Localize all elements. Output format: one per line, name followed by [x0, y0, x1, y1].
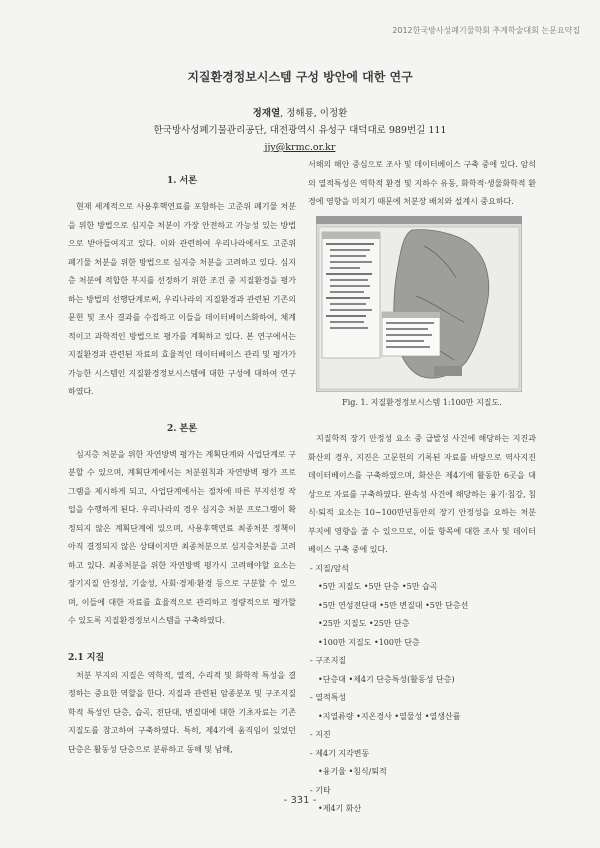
co-authors: , 정해룡, 이정환 — [280, 108, 348, 119]
left-column — [68, 172, 296, 759]
list-subitem: •지열류량 •지온경사 •열물성 •열생산률 — [318, 711, 461, 721]
affiliation: 한국방사성폐기물관리공단, 대전광역시 유성구 대덕대로 989번길 111 — [153, 125, 447, 136]
running-head: 2012한국방사성폐기물학회 추계학술대회 논문요약집 — [392, 26, 580, 35]
figure-caption: Fig. 1. 지질환경정보시스템 1:100만 지질도. — [342, 397, 502, 407]
section-heading-intro: 1. 서론 — [167, 176, 197, 186]
list-subitem: •100만 지질도 •100만 단층 — [318, 637, 420, 647]
section-heading-body: 2. 본론 — [167, 423, 197, 434]
data-item-list — [308, 560, 536, 819]
list-subitem: •제4기 화산 — [318, 804, 362, 813]
list-category: - 기타 — [310, 785, 331, 795]
list-category: - 구조지질 — [310, 656, 347, 665]
list-subitem: •5만 지질도 •5만 단층 •5만 습곡 — [318, 582, 438, 591]
figure-geology-map — [316, 216, 522, 392]
author-email: jjy@krmc.or.kr — [264, 142, 336, 153]
right-column — [308, 156, 536, 819]
subsection-heading-geology: 2.1 지질 — [68, 652, 105, 663]
list-category: - 열적특성 — [310, 693, 347, 702]
gis-screenshot — [316, 216, 522, 392]
list-category: - 지질/암석 — [310, 563, 349, 573]
list-subitem: •25만 지질도 •25만 단층 — [318, 619, 410, 628]
list-category: - 제4기 지각변동 — [310, 748, 370, 758]
stability-paragraph: 지질학적 장기 안정성 요소 중 급발성 사건에 해당하는 지진과 화산의 경우, 지진은 고문헌의 기록된 자료를 바탕으로 역사지진 데이터베이스를 구축하였으며, 화산은 제4기에 활동한 6곳을 대상으로 자료를 구축하였다. 완속성 사건에 해당하는 융기·침강, 침식·퇴적 요소는 10∼100만년동안의 장기 안정성을 요하는 처분 부지에 영향을 줄 수 있으므로, 이들 항목에 대한 조사 및 데이터베이스 구축 중에 있다. — [308, 434, 536, 554]
list-subitem: •융기율 •침식/퇴적 — [318, 767, 387, 776]
list-subitem: •단층대 •제4기 단층특성(활동성 단층) — [318, 674, 455, 684]
list-subitem: •5만 연성전단대 •5만 변질대 •5만 단층선 — [318, 600, 469, 610]
geology-paragraph: 처분 부지의 지질은 역학적, 열적, 수리적 및 화학적 특성을 결정하는 중요한 역할을 한다. 지질과 관련된 암종분포 및 구조지질학적 특성인 단층, 습곡, 전단대, 변질대에 대한 기초자료는 기존 지질도를 참고하여 구축하였다. 특히, 제4기에 움직임이 있었던 단층은 활동성 단층으로 분류하고 동해 및 남해, — [68, 670, 296, 754]
paper-title: 지질환경정보시스템 구성 방안에 대한 연구 — [187, 70, 413, 84]
page-number: - 331 - — [283, 795, 317, 806]
list-category: - 지진 — [310, 730, 331, 739]
author-block — [0, 105, 600, 156]
author-line — [0, 105, 600, 122]
continued-paragraph: 서해의 해안 중심으로 조사 및 데이터베이스 구축 중에 있다. 암석의 열적특성은 역학적 환경 및 지하수 유동, 화학적·생물화학적 환경에 영향을 미치기 때문에 처분장 배치와 설계시 중요하다. — [308, 160, 536, 206]
lead-author: 정재열 — [252, 108, 281, 119]
body-paragraph: 심지층 처분을 위한 자연방벽 평가는 계획단계와 사업단계로 구분할 수 있으며, 계획단계에서는 처분원칙과 자연방벽 평가 프로그램을 제시하게 되고, 사업단계에서는 절차에 따른 부지선정 작업을 수행하게 된다. 우리나라의 경우 심지층 처분 프로그램이 확정되지 않은 계획단계에 있으며, 사용후핵연료 최종처분 정책이 아직 결정되지 않은 상태이지만 최종처분으로 심지층처분을 고려하고 있다. 최종처분을 위한 자연방벽 평가시 고려해야할 요소는 장기지질 안정성, 기술성, 사회·경제·환경 등으로 구분할 수 있으며, 이들에 대한 자료를 효율적으로 관리하고 정량적으로 평가할 수 있도록 지질환경정보시스템을 구축하였다. — [68, 449, 296, 625]
intro-paragraph: 현재 세계적으로 사용후핵연료를 포함하는 고준위 폐기물 처분을 위한 방법으로 심지층 처분이 가장 안전하고 가능성 있는 방법으로 받아들여지고 있다. 이와 관련하여 우리나라에서도 고준위 폐기물 처분을 위한 방법으로 심지층 처분을 고려하고 있다. 심지층 처분에 적합한 부지를 선정하기 위한 조건 중 지질환경을 평가하는 방법의 선행단계로써, 우리나라의 지질환경과 관련된 기존의 문헌 및 조사 결과를 수집하고 이들을 데이터베이스화하여, 체계적이고 과학적인 방법으로 평가를 계획하고 있다. 본 연구에서는 지질환경과 관련된 자료의 효율적인 데이터베이스 관리 및 평가가 가능한 시스템인 지질환경정보시스템에 대한 구성에 대하여 연구하였다. — [68, 202, 296, 396]
